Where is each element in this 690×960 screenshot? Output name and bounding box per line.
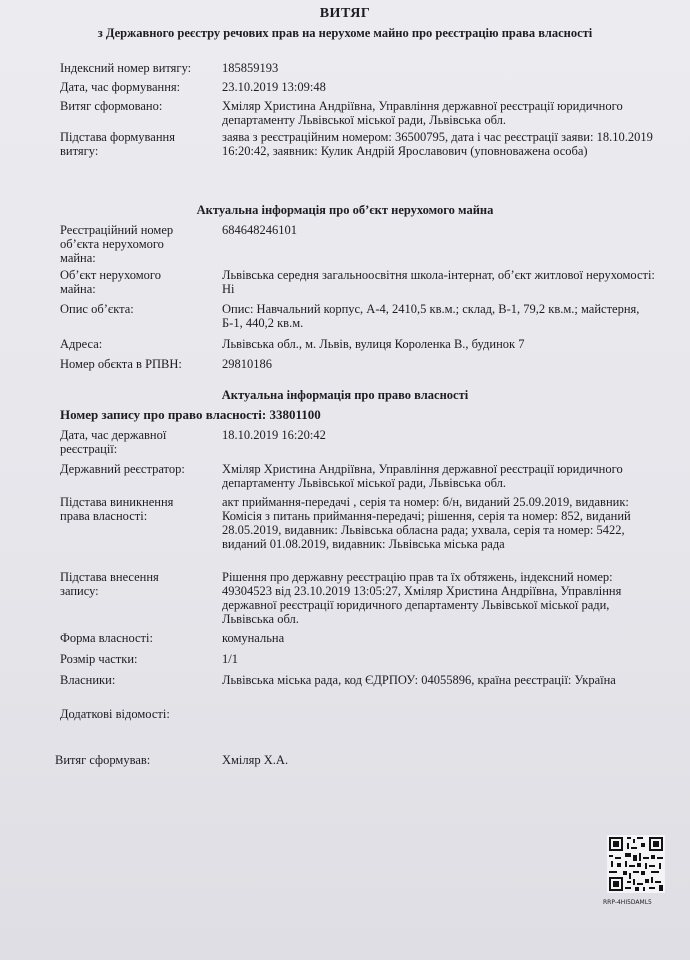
meta-label: Витяг сформовано: [60,99,163,113]
ownership-row-additional-info [60,707,660,721]
object-row-address [60,337,660,351]
document-subtitle: з Державного реєстру речових прав на нерухоме майно про реєстрацію права власності [97,26,593,40]
object-row-rpvn-number [60,357,660,371]
ownership-value: акт приймання-передачі , серія та номер: б/н, виданий 25.09.2019, видавник: Комісія з питань приймання-передачі; рішення, серія та номер: 852, виданий 28.05.2019, видавник: Львівська обласна рада; ухвала, серія та номер: 5422, виданий 01.08.2019, видавник: Львівська міська рада [222,495,631,551]
ownership-label: Підстава внесення запису: [60,570,159,598]
ownership-value: комунальна [222,631,285,645]
object-row-object [60,268,660,296]
object-label: Опис об’єкта: [60,302,134,316]
qr-code-image [607,835,665,893]
meta-row-index-number [60,61,660,75]
object-value: 684648246101 [222,223,297,237]
ownership-value: Рішення про державну реєстрацію прав та їх обтяжень, індексний номер: 49304523 від 23.10.2019 13:05:27, Хміляр Христина Андріївна, Управління державної реєстрації юридичного департаменту Львівської міської ради, Львівська обл. [222,570,622,626]
ownership-row-entry-basis [60,570,660,626]
meta-value: Хміляр Христина Андріївна, Управління державної реєстрації юридичного департаменту Львівської міської ради, Львівська обл. [222,99,623,127]
ownership-value [222,707,660,721]
ownership-label: Дата, час державної реєстрації: [60,428,167,456]
object-row-description [60,302,660,330]
object-section-heading: Актуальна інформація про об’єкт нерухомого майна [196,203,494,217]
ownership-label: Підстава виникнення права власності: [60,495,174,523]
signer-label: Витяг сформував: [55,753,151,767]
meta-label: Індексний номер витягу: [60,61,192,75]
meta-label: Дата, час формування: [60,80,181,94]
ownership-label: Розмір частки: [60,652,138,666]
ownership-record-number: Номер запису про право власності: 33801100 [60,407,321,422]
ownership-value: Львівська міська рада, код ЄДРПОУ: 04055896, країна реєстрації: Україна [222,673,616,687]
ownership-section-heading: Актуальна інформація про право власності [221,388,469,402]
ownership-row-registrar [60,462,660,490]
object-value: Львівська середня загальноосвітня школа-інтернат, об’єкт житлової нерухомості: Ні [222,268,655,296]
object-label: Номер обєкта в РПВН: [60,357,182,371]
meta-value: заява з реєстраційним номером: 36500795, дата і час реєстрації заяви: 18.10.2019 16:20:42, заявник: Кулик Андрій Ярославович (уповноважена особа) [222,130,653,158]
ownership-label: Державний реєстратор: [60,462,185,476]
object-value: Львівська обл., м. Львів, вулиця Короленка В., будинок 7 [222,337,525,351]
ownership-row-ownership-form [60,631,660,645]
meta-value: 185859193 [222,61,279,75]
object-value: Опис: Навчальний корпус, А-4, 2410,5 кв.м.; склад, В-1, 79,2 кв.м.; майстерня, Б-1, 440,2 кв.м. [222,302,640,330]
ownership-value: 18.10.2019 16:20:42 [222,428,326,442]
meta-value: 23.10.2019 13:09:48 [222,80,326,94]
ownership-value: Хміляр Христина Андріївна, Управління державної реєстрації юридичного департаменту Львівської міської ради, Львівська обл. [222,462,623,490]
object-label: Об’єкт нерухомого майна: [60,268,161,296]
object-value: 29810186 [222,357,272,371]
ownership-label: Власники: [60,673,116,687]
ownership-row-share-size [60,652,660,666]
ownership-value: 1/1 [222,652,238,666]
meta-row-formation-date [60,80,660,94]
signer-name: Хміляр Х.А. [222,753,289,767]
ownership-row-owners [60,673,660,687]
ownership-row-registration-date [60,428,660,456]
ownership-label: Форма власності: [60,631,153,645]
ownership-row-acquisition-basis [60,495,660,551]
meta-row-formed-by [60,99,660,127]
qr-code-text: RRP-4HI5DAML5 [603,899,652,906]
object-label: Реєстраційний номер об’єкта нерухомого майна: [60,223,174,265]
object-label: Адреса: [60,337,103,351]
document-title: ВИТЯГ [319,6,371,21]
object-row-registration-number [60,223,660,265]
meta-row-basis [60,130,660,158]
ownership-label: Додаткові відомості: [60,707,170,721]
meta-label: Підстава формування витягу: [60,130,175,158]
